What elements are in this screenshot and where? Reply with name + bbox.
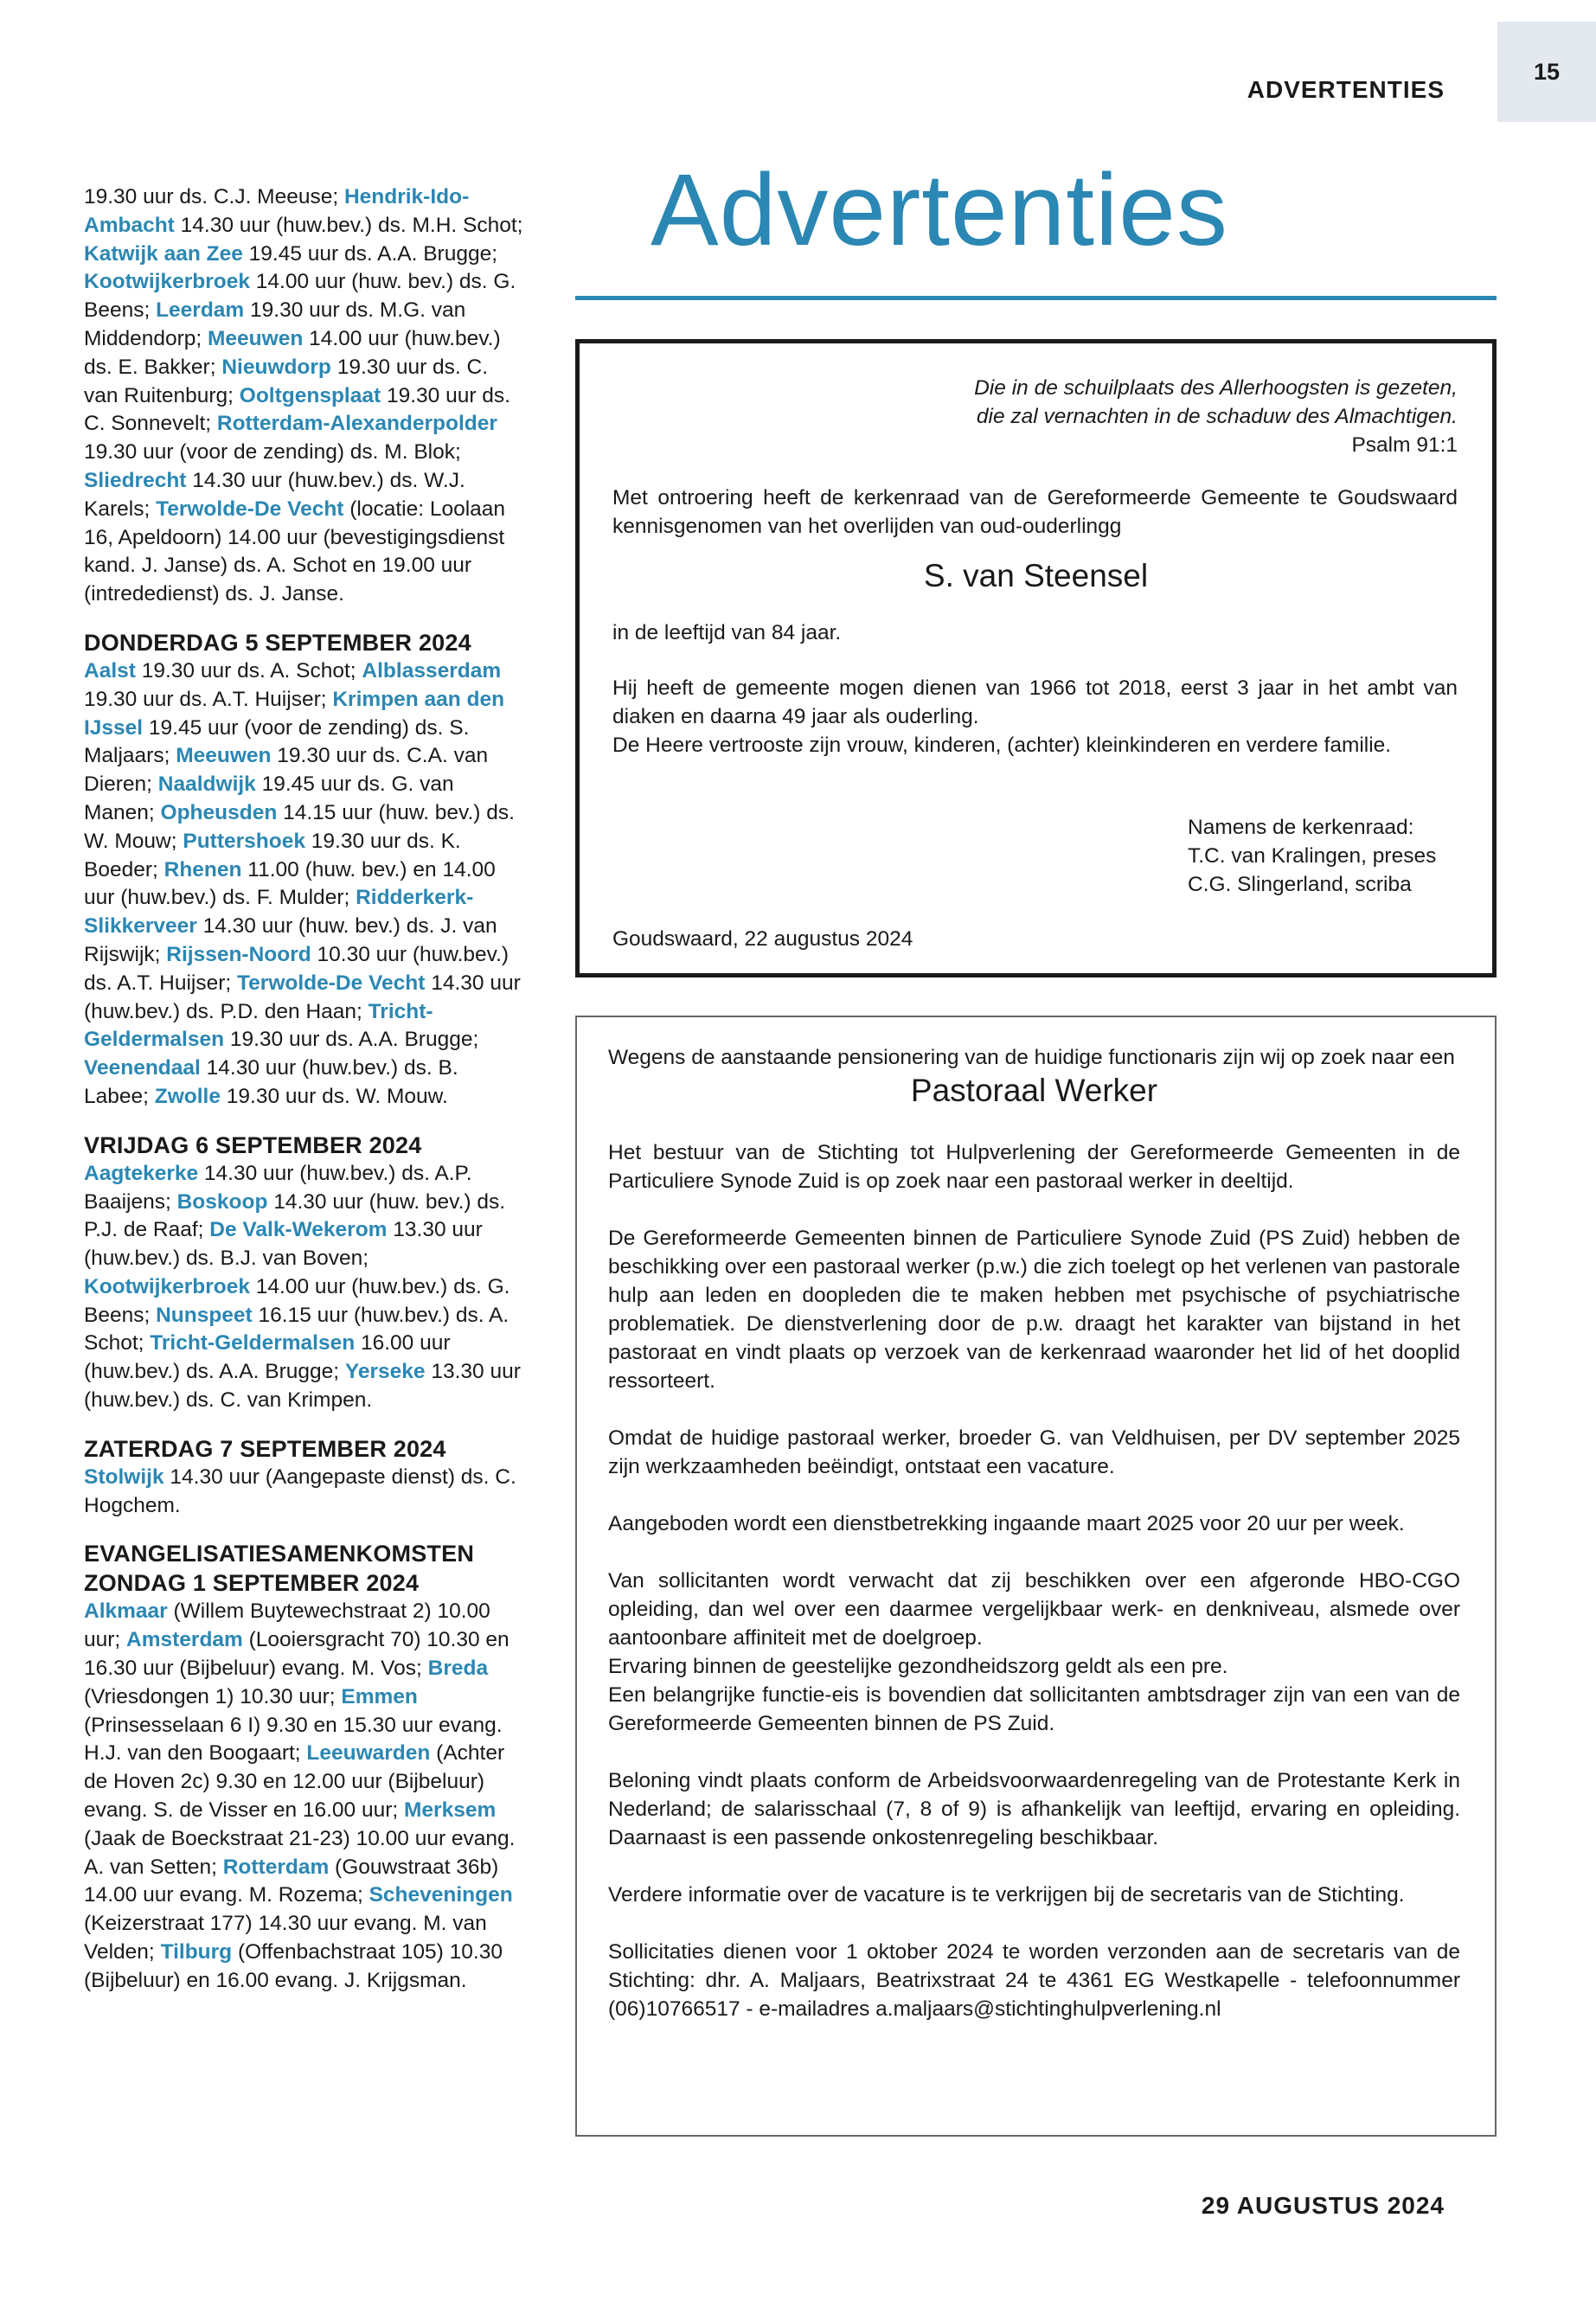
service-details: 14.15 uur (huw. bev.) ds. W. Mouw; (84, 800, 515, 853)
obituary-intro: Met ontroering heeft de kerkenraad van de Gereformeerde Gemeente te Goudswaard kennisgenomen van het overlijden van oud-ouderlingg (612, 486, 1458, 538)
place-date: Goudswaard, 22 augustus 2024 (612, 927, 913, 951)
location-name: Alblasserdam (362, 658, 502, 683)
service-details: (Jaak de Boeckstraat 21-23) 10.00 uur evang. A. van Setten; (84, 1826, 516, 1879)
location-name: Ooltgensplaat (239, 383, 381, 407)
service-details: 14.30 uur (huw.bev.) ds. W.J. Karels; (84, 468, 465, 521)
bible-verse (974, 374, 1458, 459)
service-details: 19.30 uur ds. A. Schot; (135, 658, 362, 683)
day-services (84, 657, 525, 1112)
issue-date: 29 AUGUSTUS 2024 (1201, 2192, 1445, 2219)
service-details: 19.30 uur ds. C. Sonnevelt; (84, 383, 510, 436)
verse-line: die zal vernachten in de schaduw des Almachtigen. (976, 405, 1458, 428)
service-details: 19.30 uur ds. A.A. Brugge; (224, 1028, 479, 1052)
service-details: 16.00 uur (huw.bev.) ds. A.A. Brugge; (84, 1331, 451, 1384)
vacancy-position: Pastoraal Werker (910, 1073, 1158, 1108)
signature-block (1188, 813, 1436, 899)
day-heading: EVANGELISATIESAMENKOMSTEN ZONDAG 1 SEPTEMBER 2024 (84, 1541, 475, 1597)
service-details: 14.30 uur (huw.bev.) ds. M.H. Schot; (174, 213, 523, 237)
obituary-text: Hij heeft de gemeente mogen dienen van 1966 tot 2018, eerst 3 jaar in het ambt van diaken en daarna 49 jaar als ouderling. (612, 676, 1458, 728)
location-name: Rijssen-Noord (166, 942, 311, 966)
location-name: Rhenen (163, 857, 242, 881)
location-name: Sliedrecht (84, 468, 187, 492)
location-name: Yerseke (344, 1360, 426, 1384)
service-details: 14.30 uur (huw.bev.) ds. P.D. den Haan; (84, 971, 521, 1023)
vacancy-paragraph: Van sollicitanten wordt verwacht dat zij beschikken over een afgeronde HBO-CGO opleiding, dan wel over een daarmee vergelijkbaar werk- en denkniveau, alsmede over aantoonbare affiniteit met de doelgroep. (608, 1569, 1460, 1650)
day-services (84, 1598, 525, 1995)
service-details: 19.30 uur ds. A.T. Huijser; (84, 687, 333, 711)
location-name: Zwolle (154, 1084, 221, 1108)
vacancy-paragraph: Aangeboden wordt een dienstbetrekking ingaande maart 2025 voor 20 uur per week. (608, 1512, 1405, 1535)
obituary-ad (575, 339, 1497, 977)
vacancy-paragraph: Het bestuur van de Stichting tot Hulpverlening der Gereformeerde Gemeenten in de Particuliere Synode Zuid is op zoek naar een pastoraal werker in deeltijd. (608, 1141, 1460, 1193)
service-details: 19.30 uur (voor de zending) ds. M. Blok; (84, 440, 461, 465)
location-name: Leeuwarden (306, 1741, 431, 1766)
obituary-body (612, 674, 1458, 760)
service-details: 19.30 uur ds. M.G. van Middendorp; (84, 298, 466, 350)
location-name: Meeuwen (208, 326, 304, 350)
service-details: 19.30 uur ds. K. Boeder; (84, 829, 461, 881)
location-name: Rotterdam (222, 1855, 330, 1879)
location-name: Ridderkerk-Slikkerveer (84, 886, 474, 939)
page-title: Advertenties (651, 153, 1228, 267)
service-details: 14.00 uur (huw.bev.) ds. E. Bakker; (84, 326, 501, 379)
location-name: Alkmaar (84, 1599, 168, 1624)
vacancy-intro: Wegens de aanstaande pensionering van de huidige functionaris zijn wij op zoek naar een (608, 1046, 1455, 1069)
day-services (84, 1464, 525, 1521)
services-continued (84, 183, 525, 609)
deceased-age: in de leeftijd van 84 jaar. (612, 621, 842, 644)
service-details: 19.45 uur ds. G. van Manen; (84, 772, 454, 824)
service-details: 11.00 (huw. bev.) en 14.00 uur (huw.bev.) ds. F. Mulder; (84, 857, 496, 910)
day-services (84, 1160, 525, 1415)
location-name: Merksem (404, 1798, 497, 1823)
title-rule (575, 296, 1497, 300)
service-details: 19.30 uur ds. C.J. Meeuse; (84, 185, 344, 208)
location-name: Puttershoek (183, 829, 305, 853)
location-name: Aalst (84, 658, 136, 683)
location-name: Scheveningen (369, 1883, 513, 1907)
service-details: 19.30 uur ds. W. Mouw. (220, 1084, 448, 1108)
service-details: (locatie: Loolaan 16, Apeldoorn) 14.00 uur (bevestigingsdienst kand. J. Janse) ds. A. Schot en 19.00 uur (intrededienst) ds. J. Janse. (84, 497, 506, 606)
deceased-name: S. van Steensel (923, 558, 1149, 593)
location-name: Kootwijkerbroek (84, 1274, 250, 1298)
location-name: Katwijk aan Zee (84, 241, 243, 266)
service-details: (Vriesdongen 1) 10.30 uur; (84, 1684, 342, 1708)
signature-line: C.G. Slingerland, scriba (1188, 873, 1412, 896)
page-number-tab (1497, 22, 1596, 122)
location-name: Terwolde-De Vecht (156, 497, 344, 521)
vacancy-ad (575, 1016, 1497, 2137)
verse-reference: Psalm 91:1 (1351, 433, 1458, 457)
page-number: 15 (1533, 58, 1561, 85)
verse-line: Die in de schuilplaats des Allerhoogsten is gezeten, (974, 376, 1458, 400)
location-name: Rotterdam-Alexanderpolder (216, 412, 497, 436)
vacancy-paragraph: Sollicitaties dienen voor 1 oktober 2024 te worden verzonden aan de secretaris van de Stichting: dhr. A. Maljaars, Beatrixstraat 24 te 4361 EG Westkapelle - telefoonnummer (06)10766517 - e-mailadres a.maljaars@stichtinghulpverlening.nl (608, 1940, 1460, 2021)
service-details: 14.30 uur (huw. bev.) ds. P.J. de Raaf; (84, 1189, 506, 1242)
obituary-text: De Heere vertrooste zijn vrouw, kinderen, (achter) kleinkinderen en verdere familie. (612, 734, 1392, 757)
vacancy-paragraph: Beloning vindt plaats conform de Arbeidsvoorwaardenregeling van de Protestante Kerk in Nederland; de salarisschaal (7, 8 of 9) is afhankelijk van leeftijd, ervaring en opleiding. Daarnaast is een passende onkostenregeling beschikbaar. (608, 1769, 1460, 1849)
location-name: Terwolde-De Vecht (237, 971, 426, 995)
vacancy-paragraph: Ervaring binnen de geestelijke gezondheidszorg geldt als een pre. (608, 1655, 1228, 1678)
day-heading: VRIJDAG 6 SEPTEMBER 2024 (84, 1131, 422, 1158)
service-details: 14.00 uur (huw. bev.) ds. G. Beens; (84, 270, 516, 323)
service-details: 19.30 uur ds. C.A. van Dieren; (84, 744, 489, 797)
service-details: 14.30 uur (huw.bev.) ds. B. Labee; (84, 1056, 458, 1108)
location-name: Boskoop (176, 1189, 268, 1214)
service-details: 14.30 uur (huw. bev.) ds. J. van Rijswijk; (84, 914, 497, 966)
location-name: Hendrik-Ido-Ambacht (84, 185, 470, 237)
service-details: 16.15 uur (huw.bev.) ds. A. Schot; (84, 1303, 510, 1356)
location-name: Aagtekerke (84, 1161, 199, 1185)
signature-line: Namens de kerkenraad: (1188, 816, 1414, 839)
location-name: Naaldwijk (157, 772, 256, 797)
service-details: 13.30 uur (huw.bev.) ds. B.J. van Boven; (84, 1218, 483, 1271)
service-details: (Gouwstraat 36b) 14.00 uur evang. M. Rozema; (84, 1855, 499, 1907)
location-name: Veenendaal (84, 1056, 201, 1080)
location-name: Amsterdam (126, 1628, 243, 1652)
day-heading: ZATERDAG 7 SEPTEMBER 2024 (84, 1435, 446, 1462)
location-name: Krimpen aan den IJssel (84, 687, 505, 740)
location-name: Opheusden (160, 800, 278, 824)
location-name: Breda (427, 1657, 489, 1681)
service-details: (Looiersgracht 70) 10.30 en 16.30 uur (Bijbeluur) evang. M. Vos; (84, 1628, 510, 1681)
service-details: 10.30 uur (huw.bev.) ds. A.T. Huijser; (84, 942, 510, 995)
vacancy-paragraph: Verdere informatie over de vacature is te verkrijgen bij de secretaris van de Stichting. (608, 1883, 1405, 1907)
service-details: 14.00 uur (huw.bev.) ds. G. Beens; (84, 1274, 510, 1327)
location-name: Leerdam (156, 298, 245, 323)
location-name: De Valk-Wekerom (209, 1218, 388, 1242)
service-details: (Willem Buytewechstraat 2) 10.00 uur; (84, 1599, 490, 1652)
service-details: (Keizerstraat 177) 14.30 uur evang. M. van Velden; (84, 1912, 487, 1965)
vacancy-paragraph: Omdat de huidige pastoraal werker, broeder G. van Veldhuisen, per DV september 2025 zijn werkzaamheden beëindigt, ontstaat een vacature. (608, 1426, 1460, 1478)
service-details: 14.30 uur (huw.bev.) ds. A.P. Baaijens; (84, 1161, 472, 1214)
service-details: (Prinsesselaan 6 I) 9.30 en 15.30 uur evang. H.J. van den Boogaart; (84, 1713, 503, 1766)
signature-line: T.C. van Kralingen, preses (1188, 844, 1437, 868)
vacancy-paragraph: Een belangrijke functie-eis is bovendien dat sollicitanten ambtsdrager zijn van een van de Gereformeerde Gemeenten binnen de PS Zuid. (608, 1683, 1460, 1735)
location-name: Meeuwen (176, 744, 272, 768)
service-details: 19.45 uur (voor de zending) ds. S. Maljaars; (84, 715, 470, 768)
service-details: 19.30 uur ds. C. van Ruitenburg; (84, 355, 489, 407)
service-details: 19.45 uur ds. A.A. Brugge; (242, 241, 498, 266)
location-name: Tilburg (160, 1940, 233, 1965)
location-name: Emmen (341, 1684, 418, 1708)
vacancy-paragraph: De Gereformeerde Gemeenten binnen de Particuliere Synode Zuid (PS Zuid) hebben de beschikking over een pastoraal werker (p.w.) die zich toelegt op het verlenen van pastorale hulp aan leden en doopleden die te maken hebben met psychische of psychiatrische problematiek. De dienstverlening door de p.w. draagt het karakter van bijstand in het pastoraat en vindt plaats op verzoek van de kerkenraad waaronder het lid of het dooplid ressorteert. (608, 1227, 1460, 1393)
service-details: (Achter de Hoven 2c) 9.30 en 12.00 uur (Bijbeluur) evang. S. de Visser en 16.00 uur; (84, 1741, 505, 1823)
service-details: 13.30 uur (huw.bev.) ds. C. van Krimpen. (84, 1360, 521, 1413)
church-services-column (84, 183, 525, 1996)
location-name: Tricht-Geldermalsen (150, 1331, 356, 1356)
location-name: Tricht-Geldermalsen (84, 999, 433, 1052)
location-name: Stolwijk (84, 1465, 164, 1489)
section-label: ADVERTENTIES (1247, 76, 1445, 103)
service-details: 14.30 uur (Aangepaste dienst) ds. C. Hogchem. (84, 1465, 516, 1517)
location-name: Nieuwdorp (221, 355, 331, 379)
day-heading: DONDERDAG 5 SEPTEMBER 2024 (84, 629, 471, 656)
service-days (84, 628, 525, 1996)
location-name: Kootwijkerbroek (84, 270, 250, 294)
location-name: Nunspeet (156, 1303, 253, 1327)
service-details: (Offenbachstraat 105) 10.30 (Bijbeluur) en 16.00 evang. J. Krijgsman. (84, 1940, 503, 1992)
